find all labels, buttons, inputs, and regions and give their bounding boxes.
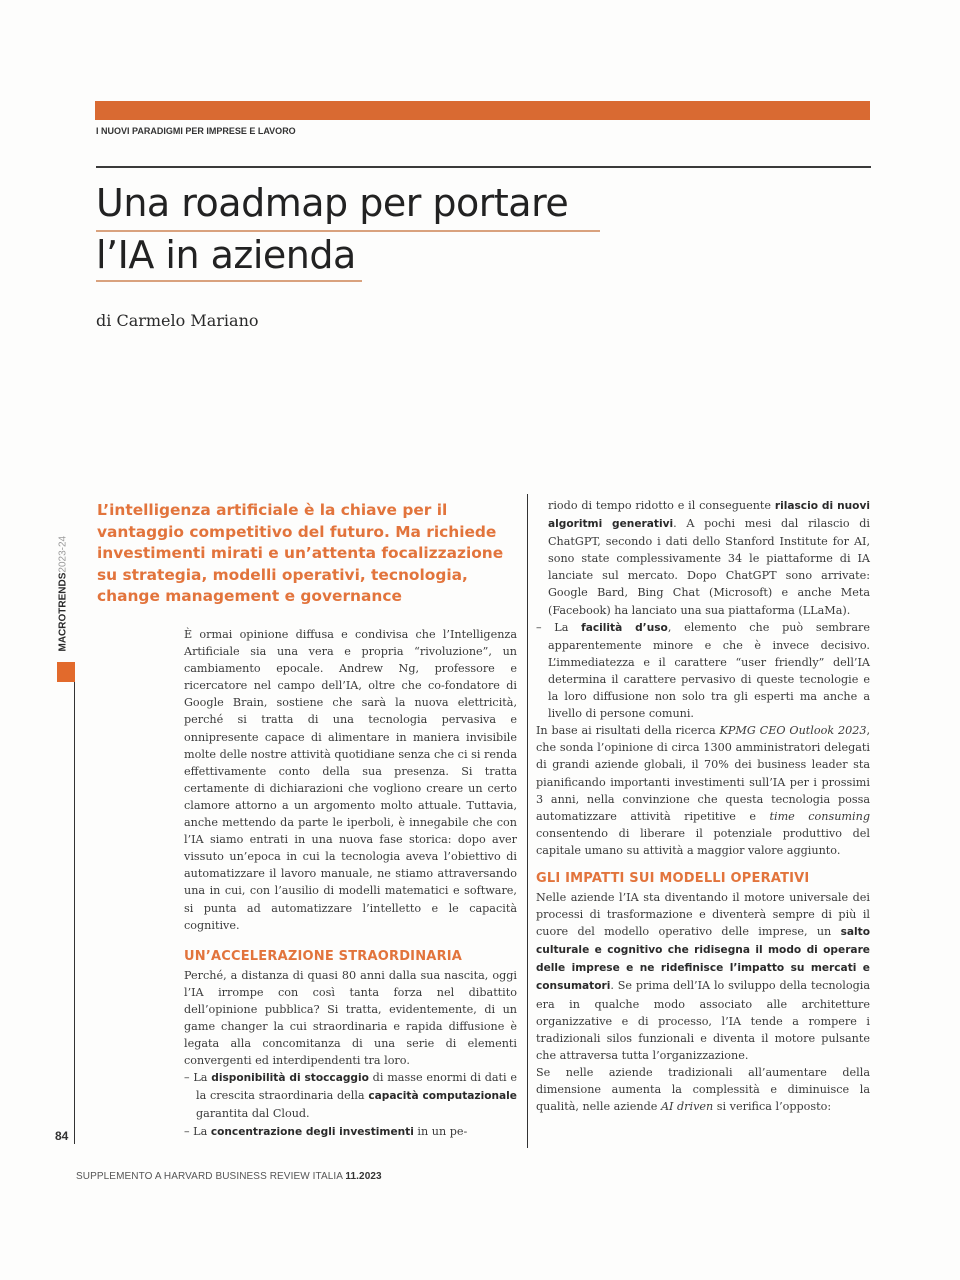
text: – La xyxy=(536,620,582,634)
bullet-investments-continued xyxy=(536,497,870,619)
paragraph-acceleration: Perché, a distanza di quasi 80 anni dalla sua nascita, oggi l’IA irrompe con così tanta forza nel dibattito dell’opinione pubblica? Si tratta, evidentemente, di un game changer la cui straordinaria e rapida diffusione è legata alla concomitanza di una serie di elementi convergenti ed interdipendenti tra loro. xyxy=(184,968,517,1068)
column-divider-rule xyxy=(527,494,528,1148)
issue-date: 11.2023 xyxy=(345,1171,382,1182)
article-title-line-2: l’IA in azienda xyxy=(96,233,356,277)
text: riodo di tempo ridotto e il conseguente xyxy=(548,499,775,512)
sidebar-orange-marker xyxy=(57,662,75,682)
sidebar-vertical-label xyxy=(57,502,69,652)
text: si verifica l’opposto: xyxy=(713,1100,832,1114)
text: Se nelle aziende tradizionali all’aumentare della dimensione aumenta la complessità e diminuisce la qualità, nelle aziende xyxy=(536,1065,870,1114)
byline: di Carmelo Mariano xyxy=(96,311,259,330)
paragraph-ai-driven xyxy=(536,1064,870,1115)
header-rule xyxy=(96,166,871,168)
bullet-storage xyxy=(184,1069,517,1122)
bold-text: capacità computazionale xyxy=(368,1090,517,1103)
paragraph-kpmg xyxy=(536,722,870,859)
text: – La xyxy=(184,1124,211,1138)
bold-text: concentrazione degli investimenti xyxy=(210,1125,414,1138)
text: , che sonda l’opinione di circa 1300 amministratori delegati di grandi aziende globali, il 70% dei business leader sta pianificando importanti investimenti sull’IA per i prossimi 3 anni, nella convinzione che questa tecnologia possa automatizzare attività ripetitive e xyxy=(536,724,870,823)
text: in un pe- xyxy=(413,1124,468,1138)
sidebar-year: 2023-24 xyxy=(57,535,69,573)
publication-name: SUPPLEMENTO A HARVARD BUSINESS REVIEW ITALIA xyxy=(76,1171,343,1182)
text: Nelle aziende l’IA sta diventando il motore universale dei processi di trasformazione e diventerà sempre di più il cuore del modello operativo delle imprese, un xyxy=(536,890,870,939)
text: consentendo di liberare il potenziale produttivo del capitale umano su attività a maggior valore aggiunto. xyxy=(536,826,870,857)
text: . Se prima dell’IA lo sviluppo della tecnologia era in qualche modo associato alle architetture organizzative e di processo, l’IA tende a rompere i tradizionali silos funzionali e diventa il motore pulsante che attraversa tutta l’organizzazione. xyxy=(536,979,870,1062)
paragraph-impacts xyxy=(536,889,870,1064)
title-underline-2 xyxy=(96,280,362,282)
left-column-rule xyxy=(74,682,75,1144)
text: garantita dal Cloud. xyxy=(196,1107,310,1121)
italic-text: KPMG CEO Outlook 2023 xyxy=(719,724,867,738)
text: In base ai risultati della ricerca xyxy=(536,724,720,738)
text: – La xyxy=(184,1071,212,1085)
text: , elemento che può sembrare apparentemente minore e che è invece decisivo. L’immediatezza e il carattere “user friendly” dell’IA determina il carattere pervasivo di queste tecnologie e la loro diffusione non solo tra gli esperti ma anche a livello di persone comuni. xyxy=(548,620,870,721)
bullet-investments xyxy=(184,1123,517,1141)
sidebar-brand: MACROTRENDS xyxy=(57,572,69,652)
article-title-line-1: Una roadmap per portare xyxy=(96,181,569,225)
section-heading-acceleration: UN’ACCELERAZIONE STRAORDINARIA xyxy=(184,948,463,964)
section-heading-impacts: GLI IMPATTI SUI MODELLI OPERATIVI xyxy=(536,870,810,886)
text: di masse enormi di dati e la crescita straordinaria della xyxy=(196,1071,517,1103)
page-number: 84 xyxy=(55,1129,69,1143)
bold-text: disponibilità di stoccaggio xyxy=(211,1072,369,1085)
bold-text: rilascio di nuovi algoritmi generativi xyxy=(548,500,870,531)
header-accent-bar xyxy=(95,101,870,120)
footer-publication xyxy=(76,1171,382,1182)
body-column-2 xyxy=(536,497,870,1115)
intro-paragraph: È ormai opinione diffusa e condivisa che l’Intelligenza Artificiale sia una vera e propria “rivoluzione”, un cambiamento epocale. Andrew Ng, professore e ricercatore nel campo dell’IA, oltre che co-fondatore di Google Brain, sostiene che sarà la nuova elettricità, perché si tratta di una tecnologia pervasiva e onnipresente capace di alimentare in maniera invisibile molte delle nostre attività quotidiane senza che ci si renda effettivamente conto della sua presenza. Si tratta certamente di dichiarazioni che vogliono creare un certo clamore attorno a un argomento molto attuale. Tuttavia, anche mettendo da parte le iperboli, è innegabile che con l’IA siamo entrati in una nuova fase storica: dopo aver vissuto un’epoca in cui la tecnologia aveva l’obiettivo di automatizzare il lavoro manuale, ne stiamo attraversando una in cui, con l’ausilio di modelli matematici e software, si punta ad automatizzare l’intelletto e le capacità cognitive. xyxy=(184,628,517,932)
body-column-1 xyxy=(184,626,517,1141)
italic-text: time consuming xyxy=(769,809,870,823)
section-kicker: I NUOVI PARADIGMI PER IMPRESE E LAVORO xyxy=(96,126,296,136)
bold-text: salto culturale e cognitivo che ridisegna il modo di operare delle imprese e ne ridefinisce l’impatto su mercati e consumatori xyxy=(536,926,870,993)
bullet-ease-of-use xyxy=(536,619,870,723)
bold-text: facilità d’uso xyxy=(581,621,668,634)
text: . A pochi mesi dal rilascio di ChatGPT, secondo i dati dello Stanford Institute for AI, sono state complessivamente 34 le piattaforme di IA lanciate sul mercato. Dopo ChatGPT sono arrivate: Google Bard, Bing Chat (Microsoft) e anche Meta (Facebook) ha lanciato una sua piattaforma (LLaMa). xyxy=(548,517,870,617)
article-lede: L’intelligenza artificiale è la chiave per il vantaggio competitivo del futuro. Ma richiede investimenti mirati e un’attenta focalizzazione su strategia, modelli operativi, tecnologia, change management e governance xyxy=(97,501,504,605)
italic-text: AI driven xyxy=(660,1100,714,1114)
